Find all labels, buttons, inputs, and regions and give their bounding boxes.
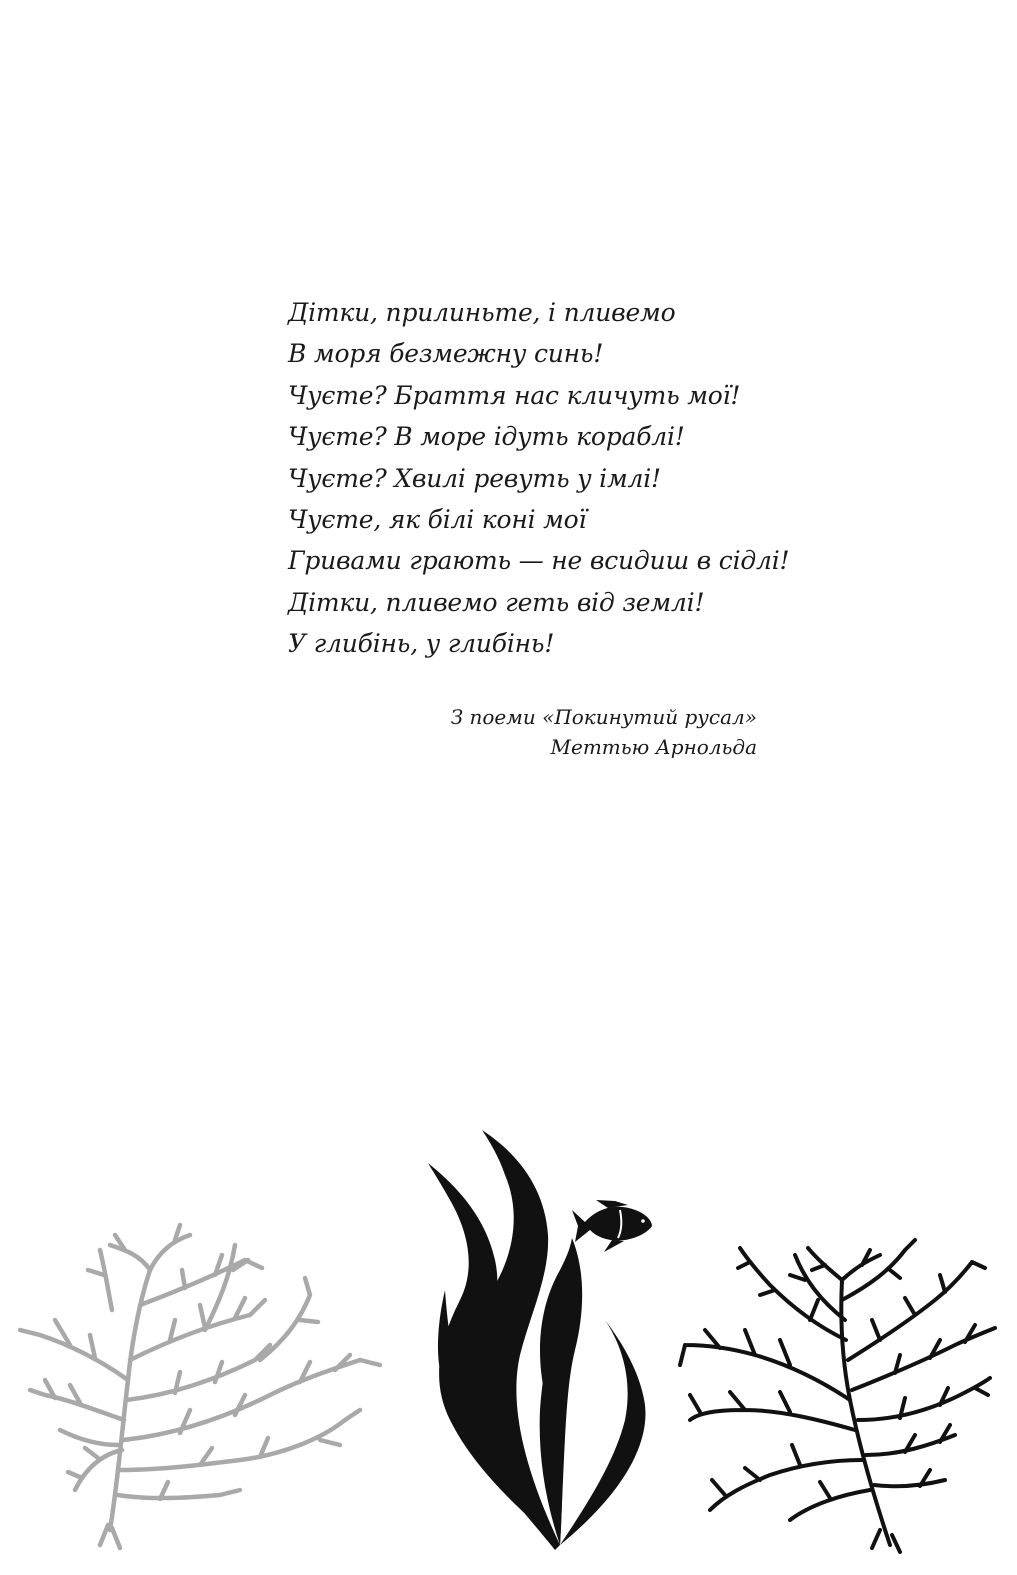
- attribution: [451, 702, 757, 762]
- black-coral-icon: [680, 1240, 995, 1552]
- poem-line: Дітки, прилиньте, і пливемо: [288, 298, 676, 327]
- poem: [288, 292, 789, 665]
- attribution-source: З поеми «Покинутий русал»: [450, 705, 757, 729]
- sea-illustration: [0, 1120, 1017, 1575]
- poem-line: Дітки, пливемо геть від землі!: [288, 587, 705, 617]
- attribution-author: Меттью Арнольда: [550, 735, 757, 759]
- gray-coral-icon: [20, 1225, 380, 1548]
- poem-line: Гривами грають — не всидиш в сідлі!: [288, 546, 790, 576]
- poem-line: Чуєте? Хвилі ревуть у імлі!: [288, 463, 661, 493]
- poem-line: В моря безмежну синь!: [288, 339, 604, 369]
- poem-line: Чуєте? Браття нас кличуть мої!: [288, 380, 741, 410]
- seaweed-icon: [428, 1130, 645, 1550]
- fish-icon: [572, 1200, 652, 1252]
- poem-line: У глибінь, у глибінь!: [288, 629, 555, 659]
- poem-line: Чуєте? В море ідуть кораблі!: [288, 422, 685, 452]
- poem-line: Чуєте, як білі коні мої: [288, 505, 587, 535]
